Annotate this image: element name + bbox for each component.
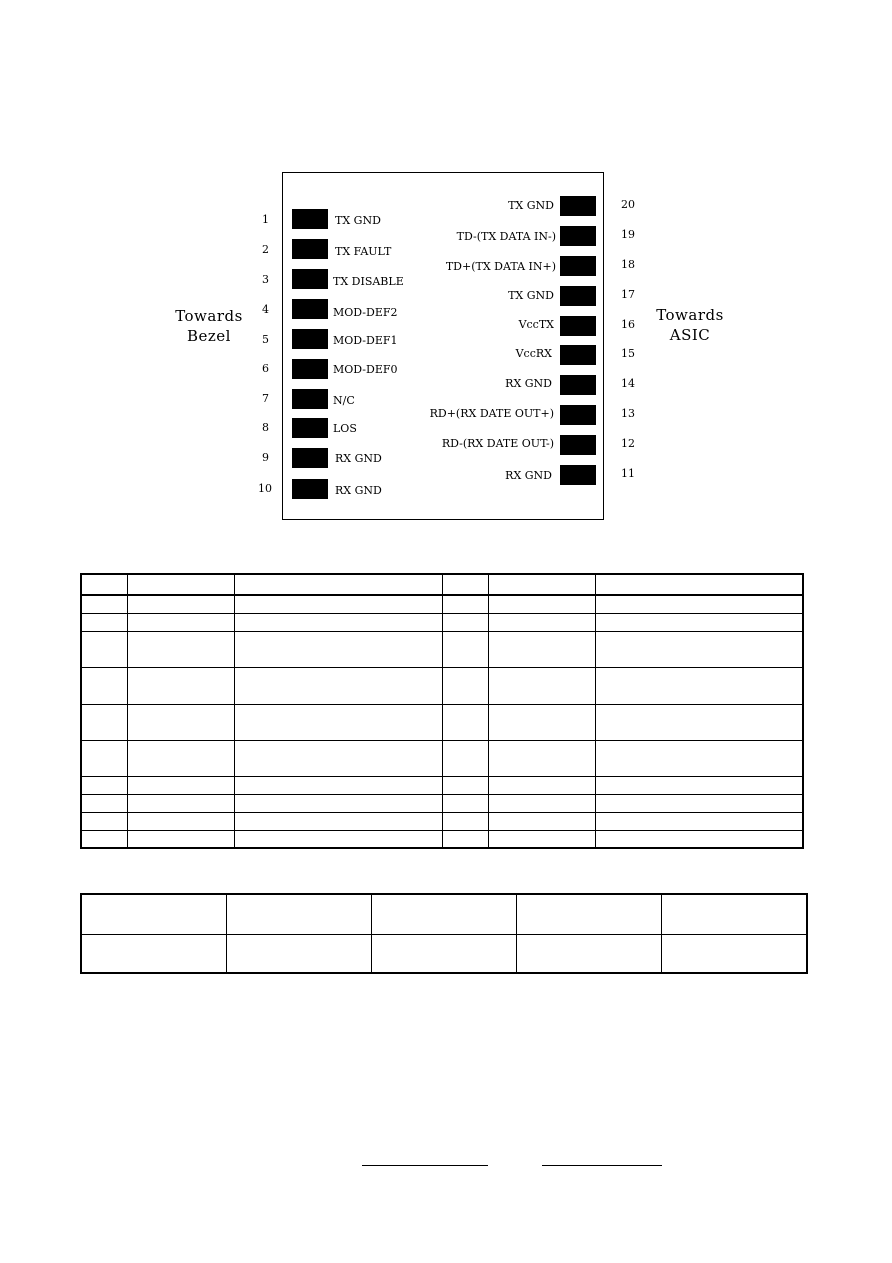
- pin-pad: [560, 226, 596, 246]
- pin-label: TD+(TX DATA IN+): [445, 260, 556, 273]
- pin-pad: [292, 329, 328, 349]
- table-row: [81, 776, 803, 794]
- pin-label: N/C: [333, 394, 355, 407]
- pin-pad: [560, 256, 596, 276]
- table-row: [81, 613, 803, 631]
- pin-label: RD+(RX DATE OUT+): [429, 407, 554, 420]
- pin-pad: [560, 435, 596, 455]
- pin-label: RX GND: [505, 469, 552, 482]
- pin-number: 17: [621, 288, 635, 301]
- pin-number: 1: [262, 213, 269, 226]
- pin-number: 15: [621, 347, 635, 360]
- table-row: [81, 740, 803, 776]
- pin-number: 4: [262, 303, 269, 316]
- towards-asic-label: [653, 305, 727, 345]
- pin-label: MOD-DEF2: [333, 306, 398, 319]
- pin-label: TX GND: [508, 199, 554, 212]
- pin-pad: [292, 479, 328, 499]
- table-row: [81, 934, 807, 973]
- towards-bezel-line-2: Bezel: [187, 327, 231, 345]
- pin-pad: [292, 269, 328, 289]
- pin-label: TX GND: [508, 289, 554, 302]
- pin-number: 20: [621, 198, 635, 211]
- pin-number: 8: [262, 421, 269, 434]
- pin-assignment-table: [80, 573, 804, 849]
- table-row: [81, 812, 803, 830]
- pin-label: VccRX: [515, 347, 552, 360]
- pin-label: TX FAULT: [335, 245, 392, 258]
- pin-pad: [292, 239, 328, 259]
- towards-bezel-label: [172, 306, 246, 346]
- table-row: [81, 704, 803, 740]
- pin-number: 6: [262, 362, 269, 375]
- towards-bezel-line-1: Towards: [175, 307, 243, 325]
- pin-label: RX GND: [335, 452, 382, 465]
- table-row: [81, 830, 803, 848]
- pin-pad: [560, 345, 596, 365]
- pin-pad: [292, 389, 328, 409]
- pin-number: 3: [262, 273, 269, 286]
- pin-pad: [292, 209, 328, 229]
- pin-label: TX DISABLE: [333, 275, 404, 288]
- pin-label: TD-(TX DATA IN-): [456, 230, 556, 243]
- towards-asic-line-1: Towards: [656, 306, 724, 324]
- pin-number: 5: [262, 333, 269, 346]
- pin-number: 2: [262, 243, 269, 256]
- pin-pad: [560, 405, 596, 425]
- pin-label: LOS: [333, 422, 357, 435]
- signature-line-2: [542, 1165, 662, 1166]
- pin-label: RX GND: [505, 377, 552, 390]
- pin-label: MOD-DEF1: [333, 334, 398, 347]
- table-row: [81, 667, 803, 704]
- pin-number: 19: [621, 228, 635, 241]
- pin-number: 11: [621, 467, 635, 480]
- pin-number: 13: [621, 407, 635, 420]
- pin-pad: [560, 375, 596, 395]
- pin-label: RD-(RX DATE OUT-): [441, 437, 554, 450]
- towards-asic-line-2: ASIC: [669, 326, 711, 344]
- pin-pad: [292, 418, 328, 438]
- pin-number: 16: [621, 318, 635, 331]
- pin-label: MOD-DEF0: [333, 363, 398, 376]
- signature-line-1: [362, 1165, 488, 1166]
- pin-pad: [560, 316, 596, 336]
- pin-label: VccTX: [518, 318, 554, 331]
- pin-number: 12: [621, 437, 635, 450]
- spec-table: [80, 893, 808, 974]
- table-header-row: [81, 894, 807, 934]
- pin-number: 7: [262, 392, 269, 405]
- table-header-row: [81, 574, 803, 595]
- pin-pad: [292, 448, 328, 468]
- pin-label: TX GND: [335, 214, 381, 227]
- pin-number: 10: [258, 482, 272, 495]
- pin-pad: [560, 286, 596, 306]
- table-row: [81, 631, 803, 667]
- pin-number: 14: [621, 377, 635, 390]
- pin-number: 9: [262, 451, 269, 464]
- table-row: [81, 595, 803, 613]
- pin-pad: [292, 359, 328, 379]
- pin-number: 18: [621, 258, 635, 271]
- connector-diagram-box: [282, 172, 604, 520]
- pin-label: RX GND: [335, 484, 382, 497]
- pin-pad: [560, 196, 596, 216]
- pin-pad: [292, 299, 328, 319]
- pin-pad: [560, 465, 596, 485]
- table-row: [81, 794, 803, 812]
